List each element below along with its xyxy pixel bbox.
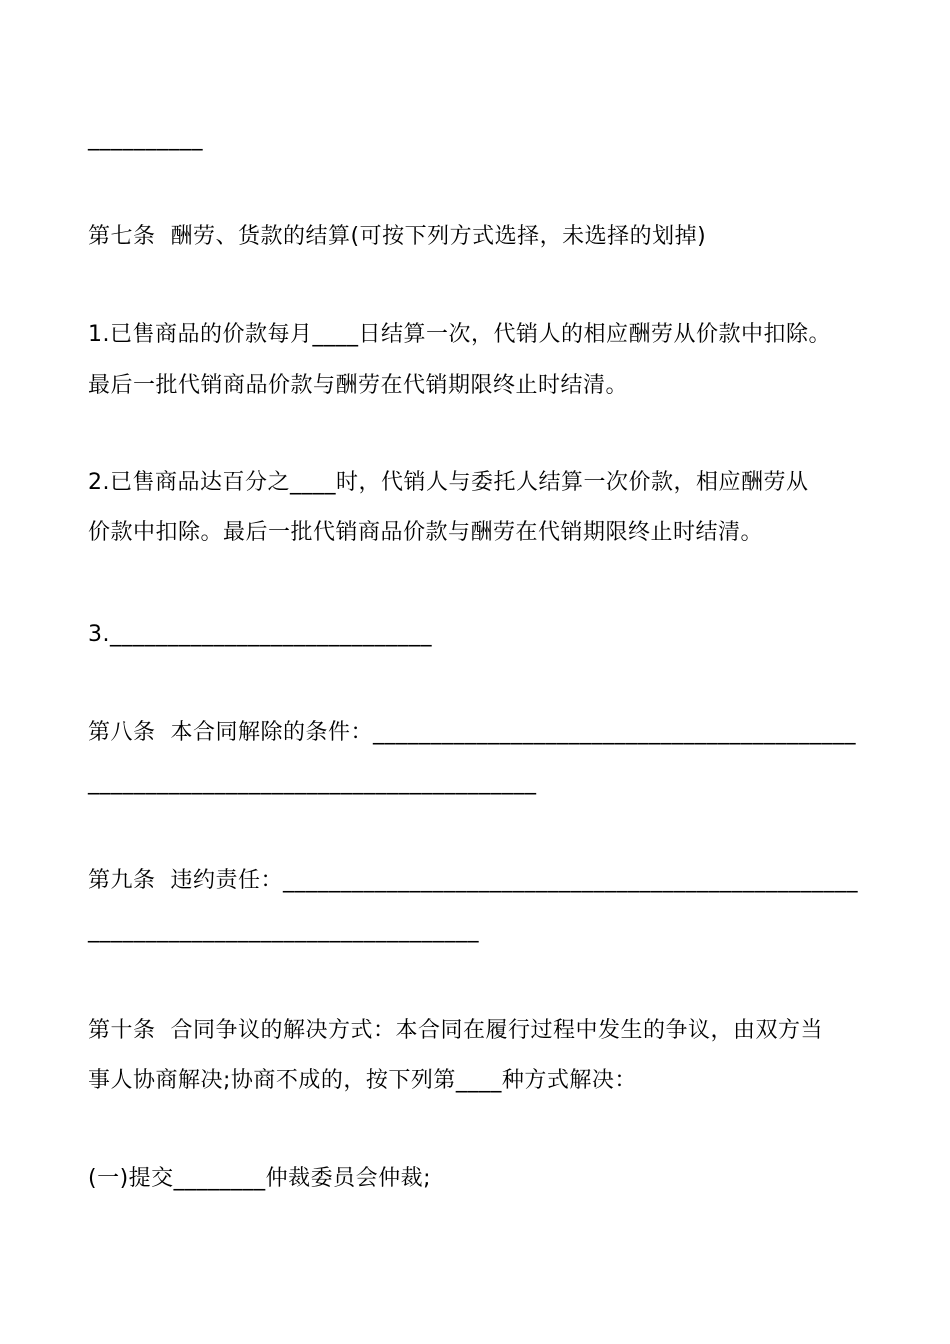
article7-option1-line1: 1.已售商品的价款每月____日结算一次，代销人的相应酬劳从价款中扣除。	[88, 322, 831, 347]
article10-line1: 第十条 合同争议的解决方式：本合同在履行过程中发生的争议，由双方当	[88, 1018, 823, 1043]
article9-line1: 第九条 违约责任：__________________________________________________	[88, 868, 858, 893]
top-blank-line: __________	[88, 126, 203, 151]
article8-line2: _______________________________________	[88, 770, 537, 795]
article9-line2: __________________________________	[88, 918, 479, 943]
article8-line1: 第八条 本合同解除的条件：__________________________________________	[88, 720, 856, 745]
article7-option1-line2: 最后一批代销商品价款与酬劳在代销期限终止时结清。	[88, 373, 629, 398]
article7-option2-line2: 价款中扣除。最后一批代销商品价款与酬劳在代销期限终止时结清。	[88, 520, 764, 545]
article10-line2: 事人协商解决;协商不成的，按下列第____种方式解决：	[88, 1068, 637, 1093]
article7-option3: 3.____________________________	[88, 622, 432, 647]
article10-option1: (一)提交________仲裁委员会仲裁;	[88, 1166, 432, 1191]
article7-heading: 第七条 酬劳、货款的结算(可按下列方式选择，未选择的划掉)	[88, 224, 707, 249]
article7-option2-line1: 2.已售商品达百分之____时，代销人与委托人结算一次价款，相应酬劳从	[88, 470, 809, 495]
